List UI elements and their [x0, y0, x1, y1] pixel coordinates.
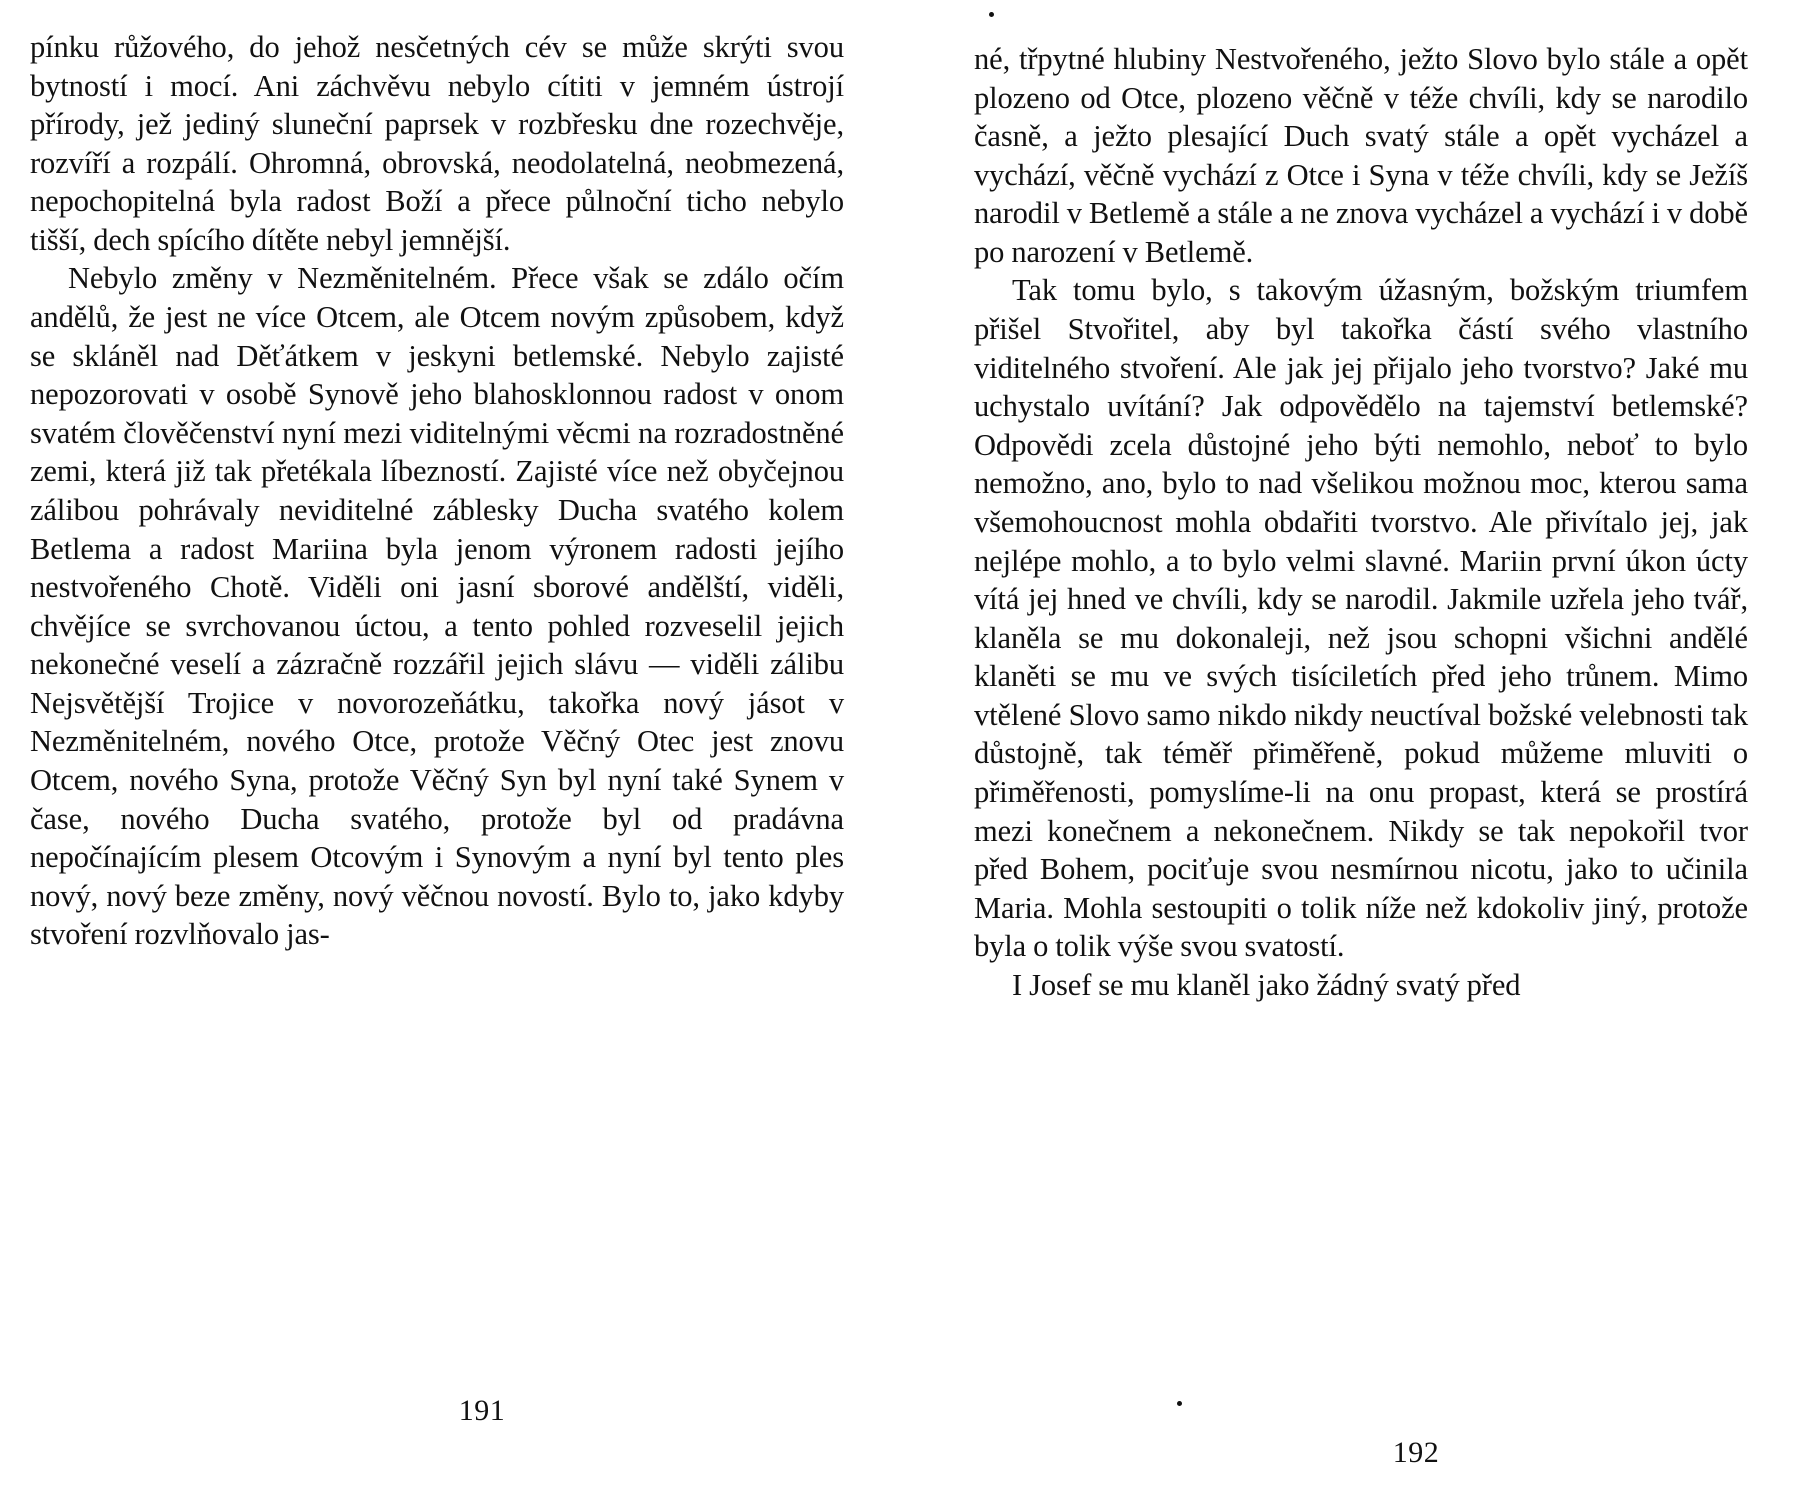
paragraph: Tak tomu bylo, s takovým úžasným, božským triumfem přišel Stvořitel, aby byl takořka částí svého vlastního viditelného stvoření. Ale jak jej přijalo jeho tvorstvo? Jaké mu uchystalo uvítání? Jak odpovědělo na tajemství betlemské? Odpovědi zcela důstojné jeho býti nemohlo, neboť to bylo nemožno, ano, bylo to nad všelikou možnou moc, kterou sama všemohoucnost mohla obdařiti tvorstvo. Ale přivítalo jej, jak nejlépe mohlo, a to bylo velmi slavné. Mariin první úkon úcty vítá jej hned ve chvíli, kdy se narodil. Jakmile uzřela jeho tvář, klaněla se mu dokonaleji, než jsou schopni všichni andělé klaněti se mu ve svých tisíciletích před jeho trůnem. Mimo vtělené Slovo samo nikdo nikdy neuctíval božské velebnosti tak důstojně, tak téměř přiměřeně, pokud můžeme mluviti o přiměřenosti, pomyslíme-li na onu propast, která se prostírá mezi konečnem a nekonečnem. Nikdy se tak nepokořil tvor před Bohem, pociťuje svou nesmírnou nicotu, jako to učinila Maria. Mohla sestoupiti o tolik níže než kdokoliv jiný, protože byla o tolik výše svou svatostí.: [974, 273, 1748, 964]
scan-artifact-dot-top: [989, 12, 994, 17]
page-right: [904, 0, 1808, 1500]
page-number-right: 192: [1392, 1436, 1440, 1469]
body-text-right: [974, 40, 1748, 1004]
paragraph: pínku růžového, do jehož nesčetných cév se může skrýti svou bytností i mocí. Ani záchvěvu nebylo cítiti v jemném ústrojí přírody, jež jediný sluneční paprsek v rozbřesku dne rozechvěje, rozvíří a rozpálí. Ohromná, obrovská, neodolatelná, neobmezená, nepochopitelná byla radost Boží a přece půlnoční ticho nebylo tišší, dech spícího dítěte nebyl jemnější.: [30, 30, 844, 257]
scan-artifact-dot-bottom: [1177, 1401, 1182, 1406]
page-number-left: 191: [458, 1394, 506, 1427]
paragraph: Nebylo změny v Nezměnitelném. Přece však se zdálo očím andělů, že jest ne více Otcem, ale Otcem novým způsobem, když se skláněl nad Děťátkem v jeskyni betlemské. Nebylo zajisté nepozorovati v osobě Synově jeho blahosklonnou radost v onom svatém člověčenství nyní mezi viditelnými věcmi na rozradostněné zemi, která již tak přetékala líbezností. Zajisté více než obyčejnou zálibou pohrávaly neviditelné záblesky Ducha svatého kolem Betlema a radost Mariina byla jenom výronem radosti jejího nestvořeného Chotě. Viděli oni jasní sborové andělští, viděli, chvějíce se svrchovanou úctou, a tento pohled rozveselil jejich nekonečné veselí a zázračně rozzářil jejich slávu — viděli zálibu Nejsvětější Trojice v novorozeňátku, takořka nový jásot v Nezměnitelném, nového Otce, protože Věčný Otec jest znovu Otcem, nového Syna, protože Věčný Syn byl nyní také Synem v čase, nového Ducha svatého, protože byl od pradávna nepočínajícím plesem Otcovým i Synovým a nyní byl tento ples nový, nový beze změny, nový věčnou novostí. Bylo to, jako kdyby stvoření rozvlňovalo jas-: [30, 261, 844, 952]
text-column-left: [30, 28, 844, 954]
paragraph: I Josef se mu klaněl jako žádný svatý před: [1012, 967, 1521, 1002]
paragraph: né, třpytné hlubiny Nestvořeného, ježto Slovo bylo stále a opět plozeno od Otce, plozeno věčně v téže chvíli, kdy se narodilo časně, a ježto plesající Duch svatý stále a opět vycházel a vychází, věčně vychází z Otce i Syna v téže chvíli, kdy se Ježíš narodil v Betlemě a stále a ne znova vycházel a vychází i v době po narození v Betlemě.: [974, 42, 1748, 269]
text-column-right: [974, 40, 1748, 1004]
body-text-left: [30, 28, 844, 954]
